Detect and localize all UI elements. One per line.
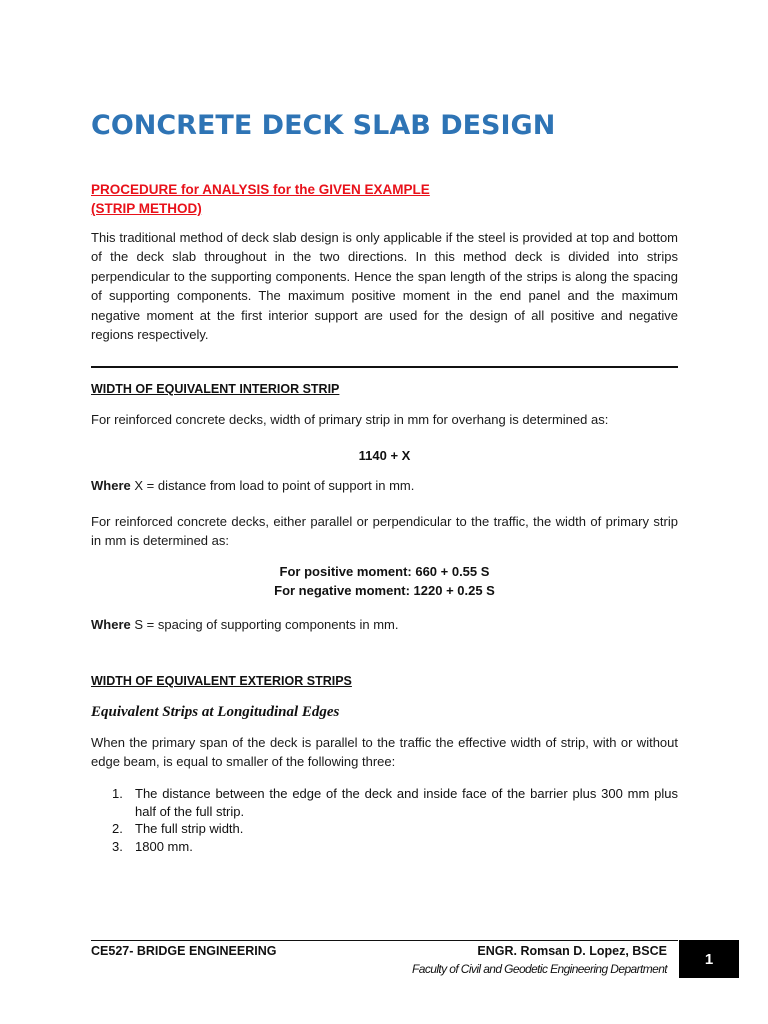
- procedure-heading-line1: PROCEDURE for ANALYSIS for the GIVEN EXAMPLE: [91, 182, 430, 197]
- x-definition-line: [91, 476, 678, 495]
- s-definition: S = spacing of supporting components in mm.: [134, 617, 399, 632]
- overhang-text: For reinforced concrete decks, width of primary strip in mm for overhang is determined as:: [91, 412, 609, 427]
- list-item: 3. 1800 mm.: [112, 838, 193, 854]
- list-item: 2. The full strip width.: [112, 821, 244, 836]
- footer-divider: [91, 940, 678, 941]
- section-divider: [91, 366, 678, 368]
- exterior-strip-heading: WIDTH OF EQUIVALENT EXTERIOR STRIPS: [91, 674, 352, 688]
- positive-moment-formula: For positive moment: 660 + 0.55 S: [279, 564, 490, 579]
- procedure-heading-line2: (STRIP METHOD): [91, 201, 202, 216]
- primary-strip-text: For reinforced concrete decks, either parallel or perpendicular to the traffic, the width of primary strip in mm is determined as:: [91, 514, 678, 549]
- procedure-heading: [91, 180, 430, 218]
- where-label: Where: [91, 478, 131, 493]
- exterior-strip-text: When the primary span of the deck is parallel to the traffic the effective width of strip, with or without edge beam, is equal to smaller of the following three:: [91, 735, 678, 770]
- negative-moment-formula: For negative moment: 1220 + 0.25 S: [274, 583, 495, 598]
- footer-course: CE527- BRIDGE ENGINEERING: [91, 944, 277, 958]
- list-item: 1. The distance between the edge of the deck and inside face of the barrier plus 300 mm plus half of the full strip.: [112, 786, 678, 819]
- intro-paragraph: This traditional method of deck slab design is only applicable if the steel is provided at top and bottom of the deck slab throughout in the two directions. In this method deck is divided into strips perpendicular to the supporting components. Hence the span length of the strips is along the spacing of supporting components. The maximum positive moment in the end panel and the maximum negative moment at the first interior support are used for the design of all positive and negative regions respectively.: [91, 230, 678, 343]
- exterior-strip-list: [91, 785, 678, 855]
- interior-strip-heading: WIDTH OF EQUIVALENT INTERIOR STRIP: [91, 382, 340, 396]
- moment-formulas: [91, 562, 678, 600]
- x-definition: X = distance from load to point of support in mm.: [134, 478, 415, 493]
- s-definition-line: [91, 615, 678, 634]
- page-title: CONCRETE DECK SLAB DESIGN: [91, 110, 556, 141]
- overhang-formula: 1140 + X: [358, 448, 411, 463]
- where-label-2: Where: [91, 617, 131, 632]
- page-number: 1: [679, 940, 739, 978]
- footer-department: Faculty of Civil and Geodetic Engineering Department: [412, 962, 667, 976]
- footer-author: ENGR. Romsan D. Lopez, BSCE: [477, 944, 667, 958]
- longitudinal-edges-subheading: Equivalent Strips at Longitudinal Edges: [91, 704, 340, 720]
